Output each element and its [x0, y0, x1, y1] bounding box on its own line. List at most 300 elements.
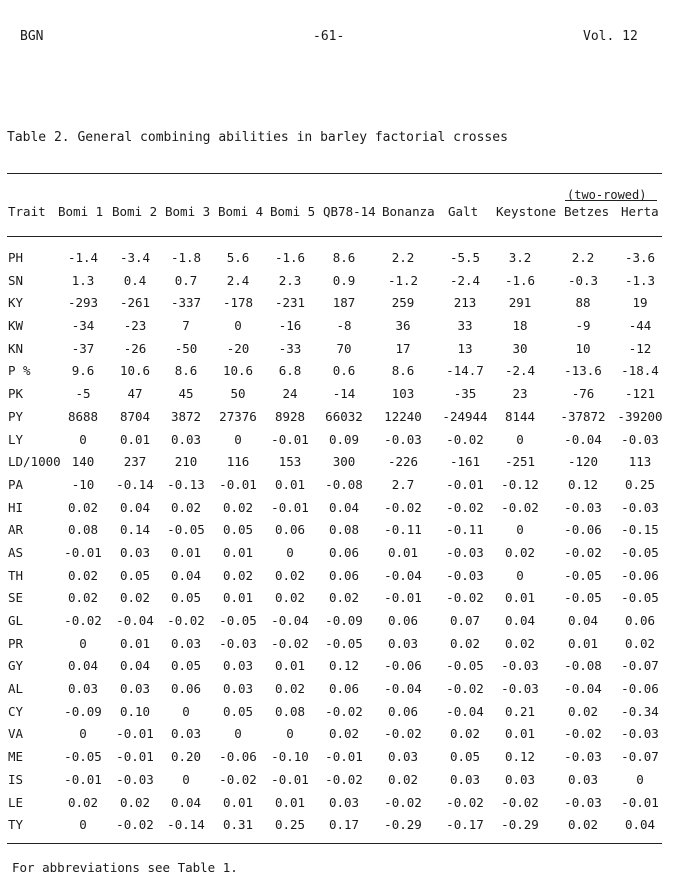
table-row [0, 500, 685, 523]
table-cell: 0.31 [222, 817, 254, 833]
table-cell: -251 [504, 454, 536, 470]
table-cell: 0.04 [624, 817, 656, 833]
column-header: Bomi 3 [165, 204, 211, 219]
table-cell: 0.02 [387, 771, 419, 787]
table-row [0, 568, 685, 591]
table-cell: 0.01 [504, 726, 536, 742]
table-cell: 17 [395, 340, 411, 356]
table-cell: -0.02 [325, 771, 363, 787]
table-cell: 0.01 [222, 544, 254, 560]
table-cell: 0.01 [222, 794, 254, 810]
table-cell: 0.02 [67, 499, 99, 515]
table-cell: -0.01 [271, 431, 309, 447]
table-cell: 10.6 [119, 363, 151, 379]
table-cell: 0.25 [624, 476, 656, 492]
table-cell: 0.17 [328, 817, 360, 833]
table-cell: -0.01 [64, 771, 102, 787]
table-cell: 0.02 [624, 635, 656, 651]
table-row [0, 545, 685, 568]
table-cell: 0.06 [170, 681, 202, 697]
table-cell: 0.08 [67, 522, 99, 538]
table-cell: -0.14 [116, 476, 154, 492]
table-cell: -337 [170, 295, 202, 311]
table-cell: 0 [79, 431, 87, 447]
trait-label: AS [8, 544, 24, 560]
table-cell: -0.12 [501, 476, 539, 492]
table-cell: 116 [226, 454, 250, 470]
trait-label: HI [8, 499, 24, 515]
table-cell: 0.04 [67, 658, 99, 674]
group-underline [565, 200, 657, 201]
table-cell: -0.11 [384, 522, 422, 538]
table-cell: -0.06 [564, 522, 602, 538]
table-cell: 7 [182, 318, 190, 334]
table-cell: -0.29 [384, 817, 422, 833]
table-cell: 140 [71, 454, 95, 470]
table-cell: 0.6 [332, 363, 356, 379]
table-cell: 0.05 [170, 658, 202, 674]
table-cell: 0.01 [222, 590, 254, 606]
table-cell: -39200 [617, 408, 663, 424]
table-cell: -231 [274, 295, 306, 311]
trait-label: ME [8, 749, 24, 765]
table-cell: 210 [174, 454, 198, 470]
table-row [0, 522, 685, 545]
table-cell: -0.09 [64, 703, 102, 719]
trait-label: AR [8, 522, 24, 538]
trait-label: SN [8, 272, 24, 288]
table-cell: 0.02 [274, 590, 306, 606]
table-cell: 0.08 [328, 522, 360, 538]
table-cell: 8.6 [332, 250, 356, 265]
table-cell: -2.4 [504, 363, 536, 379]
table-cell: 0.05 [119, 567, 151, 583]
table-cell: 0.03 [567, 771, 599, 787]
table-cell: -16 [278, 318, 302, 334]
table-cell: 113 [628, 454, 652, 470]
table-row [0, 341, 685, 364]
table-row [0, 363, 685, 386]
table-cell: 8688 [67, 408, 99, 424]
table-row [0, 432, 685, 455]
table-cell: 8.6 [174, 363, 198, 379]
trait-label: PA [8, 476, 24, 492]
table-bottom-rule [7, 843, 662, 844]
table-cell: 0 [234, 318, 242, 334]
table-cell: -0.09 [325, 613, 363, 628]
table-cell: -0.06 [384, 658, 422, 674]
table-cell: 0.02 [222, 567, 254, 583]
trait-label: KW [8, 318, 24, 334]
table-cell: 27376 [219, 408, 257, 424]
table-row [0, 749, 685, 772]
table-row [0, 409, 685, 432]
table-cell: 0.02 [67, 590, 99, 606]
table-cell: 2.4 [226, 272, 250, 288]
table-cell: -0.04 [446, 703, 484, 719]
table-cell: -26 [123, 340, 147, 356]
table-cell: 0.02 [449, 726, 481, 742]
table-cell: 13 [457, 340, 473, 356]
trait-label: LE [8, 794, 24, 810]
column-header: Herta [621, 204, 659, 219]
table-row [0, 295, 685, 318]
table-cell: 0.03 [170, 726, 202, 742]
table-cell: 0.02 [67, 794, 99, 810]
trait-label: KN [8, 340, 24, 356]
table-cell: -0.03 [621, 726, 659, 742]
table-cell: -9 [575, 318, 591, 334]
table-cell: -10 [71, 476, 95, 492]
table-cell: 0.12 [504, 749, 536, 765]
table-cell: -0.05 [167, 522, 205, 538]
table-cell: 0 [636, 771, 644, 787]
column-header: Bomi 2 [112, 204, 158, 219]
table-cell: 0.02 [328, 590, 360, 606]
column-header: Bomi 4 [218, 204, 264, 219]
table-cell: 153 [278, 454, 302, 470]
table-cell: -0.07 [621, 658, 659, 674]
table-cell: 0.06 [387, 613, 419, 628]
table-cell: 0.05 [170, 590, 202, 606]
table-cell: 0.02 [170, 499, 202, 515]
table-cell: -24944 [442, 408, 488, 424]
table-cell: -0.02 [384, 726, 422, 742]
table-cell: 0 [79, 817, 87, 833]
table-cell: -0.04 [271, 613, 309, 628]
table-cell: -0.01 [64, 544, 102, 560]
table-cell: 33 [457, 318, 473, 334]
table-cell: 10 [575, 340, 591, 356]
table-cell: 0.03 [170, 635, 202, 651]
table-cell: 0.04 [328, 499, 360, 515]
table-cell: 47 [127, 386, 143, 402]
table-cell: -0.01 [116, 726, 154, 742]
trait-label: GL [8, 613, 24, 628]
table-cell: -2.4 [449, 272, 481, 288]
table-cell: -0.04 [564, 431, 602, 447]
table-cell: -0.02 [501, 794, 539, 810]
trait-label: CY [8, 703, 24, 719]
table-cell: -0.02 [446, 499, 484, 515]
table-cell: 0.02 [274, 681, 306, 697]
table-row [0, 704, 685, 727]
table-cell: 0.04 [504, 613, 536, 628]
table-top-rule [7, 173, 662, 174]
table-cell: 0.04 [170, 567, 202, 583]
table-cell: -0.05 [64, 749, 102, 765]
table-cell: -1.4 [67, 250, 99, 265]
table-row [0, 658, 685, 681]
table-footnote: For abbreviations see Table 1. [12, 860, 238, 875]
table-cell: -0.06 [621, 681, 659, 697]
table-cell: -1.2 [387, 272, 419, 288]
table-cell: 0.03 [504, 771, 536, 787]
table-cell: 259 [391, 295, 415, 311]
table-cell: 0.03 [119, 544, 151, 560]
table-cell: -0.02 [564, 544, 602, 560]
trait-label: PR [8, 635, 24, 651]
table-cell: 0 [182, 771, 190, 787]
table-cell: 0.02 [449, 635, 481, 651]
table-cell: -76 [571, 386, 595, 402]
table-cell: 0 [79, 635, 87, 651]
table-cell: 0.03 [67, 681, 99, 697]
table-cell: 8.6 [391, 363, 415, 379]
table-cell: -0.08 [325, 476, 363, 492]
group-label-two-rowed: (two-rowed) [567, 188, 647, 202]
table-cell: -0.03 [446, 567, 484, 583]
table-row [0, 726, 685, 749]
table-cell: -0.34 [621, 703, 659, 719]
table-cell: -3.6 [624, 250, 656, 265]
trait-label: VA [8, 726, 24, 742]
table-cell: -34 [71, 318, 95, 334]
table-cell: 0.04 [170, 794, 202, 810]
table-cell: 50 [230, 386, 246, 402]
table-cell: -3.4 [119, 250, 151, 265]
table-cell: 0.06 [274, 522, 306, 538]
table-cell: -0.04 [116, 613, 154, 628]
table-cell: -0.05 [219, 613, 257, 628]
table-cell: 0.9 [332, 272, 356, 288]
table-cell: 10.6 [222, 363, 254, 379]
table-cell: -0.01 [621, 794, 659, 810]
table-cell: 0.25 [274, 817, 306, 833]
table-cell: 12240 [384, 408, 422, 424]
table-cell: -0.03 [219, 635, 257, 651]
table-cell: -37872 [560, 408, 606, 424]
table-body [0, 250, 685, 840]
table-cell: -261 [119, 295, 151, 311]
table-cell: -0.05 [564, 567, 602, 583]
table-cell: -0.01 [271, 499, 309, 515]
table-cell: -0.02 [384, 794, 422, 810]
table-cell: 0.05 [222, 522, 254, 538]
table-cell: 0.03 [387, 749, 419, 765]
table-cell: 0.12 [567, 476, 599, 492]
column-header: Keystone [496, 204, 557, 219]
table-cell: -0.04 [384, 567, 422, 583]
table-cell: -0.02 [446, 681, 484, 697]
table-cell: 24 [282, 386, 298, 402]
table-cell: -44 [628, 318, 652, 334]
table-cell: -0.03 [501, 658, 539, 674]
table-cell: 300 [332, 454, 356, 470]
table-cell: -0.03 [384, 431, 422, 447]
column-header: Bomi 5 [270, 204, 316, 219]
table-cell: 0.03 [119, 681, 151, 697]
table-cell: 88 [575, 295, 591, 311]
table-row [0, 386, 685, 409]
table-cell: 0.02 [567, 817, 599, 833]
table-cell: -1.8 [170, 250, 202, 265]
table-cell: -0.03 [446, 544, 484, 560]
column-header: Trait [8, 204, 46, 219]
table-cell: -0.03 [564, 794, 602, 810]
table-row [0, 273, 685, 296]
column-header: Bonanza [382, 204, 435, 219]
table-cell: -226 [387, 454, 419, 470]
table-cell: 0.02 [504, 635, 536, 651]
trait-label: TY [8, 817, 24, 833]
trait-label: LD/1000 [8, 454, 61, 470]
table-cell: 0.02 [119, 590, 151, 606]
table-cell: 0 [79, 726, 87, 742]
table-cell: -121 [624, 386, 656, 402]
table-cell: 0.03 [170, 431, 202, 447]
table-cell: 0.07 [449, 613, 481, 628]
table-cell: -0.02 [501, 499, 539, 515]
table-cell: -0.03 [564, 499, 602, 515]
table-cell: 3.2 [508, 250, 532, 265]
table-cell: -0.03 [621, 431, 659, 447]
table-cell: -0.02 [116, 817, 154, 833]
table-cell: 23 [512, 386, 528, 402]
table-cell: -293 [67, 295, 99, 311]
table-cell: -14.7 [446, 363, 484, 379]
table-cell: -0.05 [621, 590, 659, 606]
table-cell: 0.04 [567, 613, 599, 628]
trait-label: PH [8, 250, 24, 265]
table-cell: 0.03 [222, 658, 254, 674]
table-cell: 70 [336, 340, 352, 356]
header-page-number: -61- [313, 29, 345, 44]
table-cell: -0.01 [271, 771, 309, 787]
table-cell: 0 [286, 726, 294, 742]
trait-label: GY [8, 658, 24, 674]
trait-label: PK [8, 386, 24, 402]
table-cell: -0.15 [621, 522, 659, 538]
table-cell: 2.3 [278, 272, 302, 288]
table-cell: -5 [75, 386, 91, 402]
table-cell: -33 [278, 340, 302, 356]
column-header: Galt [448, 204, 479, 219]
table-header-rule [7, 236, 662, 237]
table-cell: -0.05 [564, 590, 602, 606]
table-cell: 0.06 [328, 681, 360, 697]
header-journal: BGN [20, 29, 44, 44]
table-cell: -37 [71, 340, 95, 356]
table-cell: 0.03 [449, 771, 481, 787]
table-cell: 1.3 [71, 272, 95, 288]
table-cell: 0.14 [119, 522, 151, 538]
table-header-row [0, 204, 685, 224]
table-cell: 66032 [325, 408, 363, 424]
table-cell: -0.01 [219, 476, 257, 492]
table-cell: 2.7 [391, 476, 415, 492]
table-cell: 0.03 [328, 794, 360, 810]
table-cell: -14 [332, 386, 356, 402]
table-cell: 18 [512, 318, 528, 334]
table-cell: 0 [182, 703, 190, 719]
table-cell: -0.05 [325, 635, 363, 651]
table-row [0, 636, 685, 659]
trait-label: SE [8, 590, 24, 606]
table-cell: 2.2 [391, 250, 415, 265]
table-cell: 0.06 [328, 544, 360, 560]
table-cell: 0.03 [222, 681, 254, 697]
table-cell: 0 [234, 726, 242, 742]
table-cell: 0.04 [119, 499, 151, 515]
table-cell: -0.02 [219, 771, 257, 787]
table-cell: -35 [453, 386, 477, 402]
table-cell: 0.02 [567, 703, 599, 719]
table-row [0, 477, 685, 500]
table-cell: 291 [508, 295, 532, 311]
table-cell: -0.02 [271, 635, 309, 651]
table-cell: 237 [123, 454, 147, 470]
table-cell: 36 [395, 318, 411, 334]
table-cell: -8 [336, 318, 352, 334]
table-cell: 0.02 [222, 499, 254, 515]
table-cell: 0.01 [504, 590, 536, 606]
table-cell: -0.05 [621, 544, 659, 560]
table-row [0, 795, 685, 818]
table-cell: 0.09 [328, 431, 360, 447]
table-cell: -1.6 [504, 272, 536, 288]
table-cell: -0.01 [116, 749, 154, 765]
table-cell: -0.05 [446, 658, 484, 674]
table-row [0, 250, 685, 273]
table-cell: -0.02 [446, 590, 484, 606]
table-cell: -0.02 [64, 613, 102, 628]
table-cell: 0.01 [274, 658, 306, 674]
table-cell: 30 [512, 340, 528, 356]
table-cell: -0.01 [384, 590, 422, 606]
trait-label: P % [8, 363, 31, 379]
table-cell: 0.02 [67, 567, 99, 583]
table-cell: 8144 [504, 408, 536, 424]
trait-label: LY [8, 431, 24, 447]
table-cell: 9.6 [71, 363, 95, 379]
table-cell: 0 [516, 431, 524, 447]
column-header: Betzes [564, 204, 610, 219]
trait-label: TH [8, 567, 24, 583]
table-cell: -0.08 [564, 658, 602, 674]
table-cell: -161 [449, 454, 481, 470]
table-cell: 187 [332, 295, 356, 311]
table-cell: -0.3 [567, 272, 599, 288]
table-cell: 0.01 [119, 431, 151, 447]
table-cell: 8704 [119, 408, 151, 424]
table-cell: -1.6 [274, 250, 306, 265]
table-cell: 0.01 [274, 476, 306, 492]
table-cell: -120 [567, 454, 599, 470]
table-row [0, 817, 685, 840]
table-cell: 0.06 [387, 703, 419, 719]
table-cell: 0.21 [504, 703, 536, 719]
table-cell: 0 [516, 567, 524, 583]
table-cell: 0.08 [274, 703, 306, 719]
table-row [0, 454, 685, 477]
table-cell: 0.01 [387, 544, 419, 560]
table-cell: -0.02 [564, 726, 602, 742]
table-cell: 0.7 [174, 272, 198, 288]
table-cell: 0.02 [119, 794, 151, 810]
table-cell: -0.10 [271, 749, 309, 765]
table-cell: 0 [286, 544, 294, 560]
table-cell: -18.4 [621, 363, 659, 379]
table-cell: 0.01 [170, 544, 202, 560]
table-cell: -5.5 [449, 250, 481, 265]
table-cell: -0.17 [446, 817, 484, 833]
table-cell: -0.04 [384, 681, 422, 697]
table-cell: -0.04 [564, 681, 602, 697]
trait-label: PY [8, 408, 24, 424]
table-cell: 0.06 [328, 567, 360, 583]
table-cell: 8928 [274, 408, 306, 424]
